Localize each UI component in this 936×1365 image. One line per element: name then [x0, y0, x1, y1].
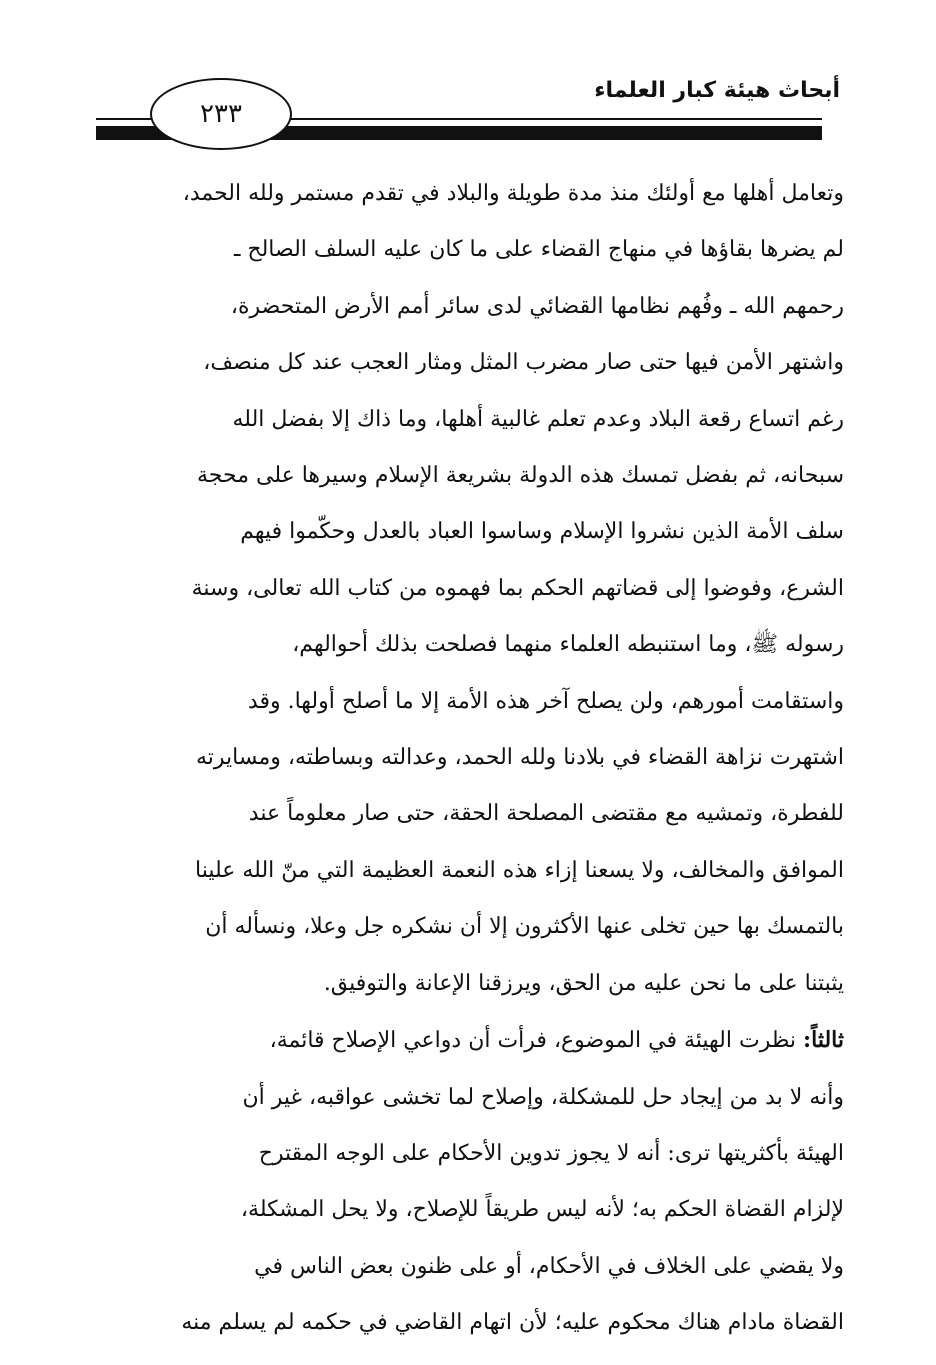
text-line: واستقامت أمورهم، ولن يصلح آخر هذه الأمة إلا ما أصلح أولها. وقد	[247, 688, 844, 714]
text-line: واشتهر الأمن فيها حتى صار مضرب المثل ومثار العجب عند كل منصف،	[203, 350, 844, 376]
text-line: الهيئة بأكثريتها ترى: أنه لا يجوز تدوين الأحكام على الوجه المقترح	[258, 1140, 844, 1166]
paragraph-lead-label: ثالثاً:	[803, 1027, 844, 1054]
text-line: القضاة مادام هناك محكوم عليه؛ لأن اتهام القاضي في حكمه لم يسلم منه	[181, 1310, 844, 1336]
text-line: رحمهم الله ـ وفُهم نظامها القضائي لدى سائر أمم الأرض المتحضرة،	[230, 293, 844, 319]
text-line: بالتمسك بها حين تخلى عنها الأكثرون إلا أن نشكره جل وعلا، ونسأله أن	[205, 914, 844, 940]
text-line: يثبتنا على ما نحن عليه من الحق، ويرزقنا الإعانة والتوفيق.	[323, 970, 844, 996]
page-body	[92, 166, 844, 1352]
text-line: ولا يقضي على الخلاف في الأحكام، أو على ظنون بعض الناس في	[254, 1253, 844, 1279]
text-line: للفطرة، وتمشيه مع مقتضى المصلحة الحقة، حتى صار معلوماً عند	[248, 801, 844, 827]
text-line: الشرع، وفوضوا إلى قضاتهم الحكم بما فهموه من كتاب الله تعالى، وسنة	[191, 575, 844, 601]
paragraph-first-line	[92, 1012, 844, 1069]
text-line: اشتهرت نزاهة القضاء في بلادنا ولله الحمد، وعدالته وبساطته، ومسايرته	[195, 745, 844, 771]
text-line: وأنه لا بد من إيجاد حل للمشكلة، وإصلاح لما تخشى عواقبه، غير أن	[242, 1084, 844, 1110]
paragraph-first-line-text: نظرت الهيئة في الموضوع، فرأت أن دواعي الإصلاح قائمة،	[269, 1028, 803, 1054]
text-line: وتعامل أهلها مع أولئك منذ مدة طويلة والبلاد في تقدم مستمر ولله الحمد،	[182, 181, 844, 206]
text-line: الموافق والمخالف، ولا يسعنا إزاء هذه النعمة العظيمة التي منّ الله علينا	[195, 857, 844, 883]
text-line: لإلزام القضاة الحكم به؛ لأنه ليس طريقاً للإصلاح، ولا يحل المشكلة،	[240, 1197, 844, 1223]
running-header-title: أبحاث هيئة كبار العلماء	[594, 78, 840, 103]
text-line: لم يضرها بقاؤها في منهاج القضاء على ما كان عليه السلف الصالح ـ	[233, 237, 844, 263]
text-line: رسوله ﷺ، وما استنبطه العلماء منهما فصلحت بذلك أحوالهم،	[292, 632, 844, 658]
page-number-badge	[150, 78, 292, 150]
text-line: رغم اتساع رقعة البلاد وعدم تعلم غالبية أهلها، وما ذاك إلا بفضل الله	[232, 406, 844, 432]
text-line: سبحانه، ثم بفضل تمسك هذه الدولة بشريعة الإسلام وسيرها على محجة	[197, 463, 844, 489]
text-line: سلف الأمة الذين نشروا الإسلام وساسوا العباد بالعدل وحكّموا فيهم	[240, 519, 844, 545]
page-number: ٢٣٣	[200, 99, 242, 129]
